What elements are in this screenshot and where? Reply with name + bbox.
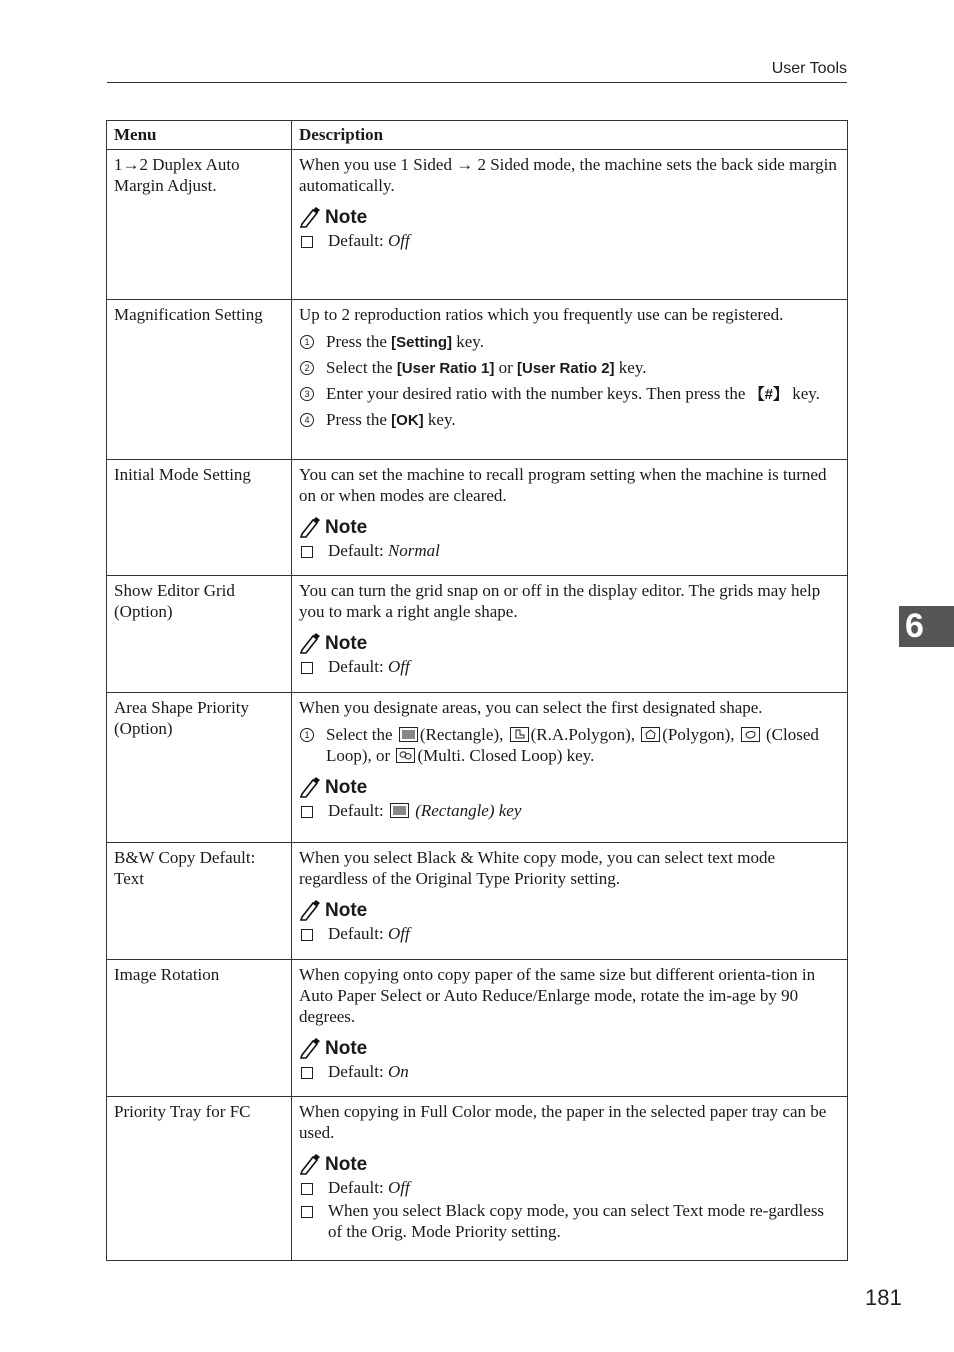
user-ratio-1-key: [User Ratio 1] [396, 360, 495, 377]
column-header-menu: Menu [107, 121, 292, 150]
pencil-note-icon [299, 206, 321, 228]
menu-cell: B&W Copy Default: Text [107, 843, 292, 960]
menu-cell: Initial Mode Setting [107, 460, 292, 576]
checkbox-bullet-icon [301, 236, 313, 248]
table-row [107, 960, 848, 1097]
table-row [107, 843, 848, 960]
header-rule [107, 82, 847, 83]
step-number-4: 4 [300, 413, 314, 427]
step-item: 3 Enter your desired ratio with the number keys. Then press the 【#】 key. [299, 383, 840, 405]
menu-cell: Priority Tray for FC [107, 1097, 292, 1261]
table-row [107, 576, 848, 693]
hash-key: 【#】 [749, 386, 788, 403]
description-text: Up to 2 reproduction ratios which you frequently use can be registered. [299, 305, 784, 324]
description-text: You can turn the grid snap on or off in the display editor. The grids may help you to mark a right angle shape. [299, 581, 821, 621]
menu-cell: Magnification Setting [107, 300, 292, 460]
page-number: 181 [865, 1285, 902, 1310]
note-heading: Note [299, 1153, 840, 1175]
description-cell [292, 693, 848, 843]
default-value: Normal [387, 541, 440, 560]
note-heading: Note [299, 516, 840, 538]
note-item: Default: Normal [299, 540, 840, 561]
description-cell [292, 576, 848, 693]
user-ratio-2-key: [User Ratio 2] [517, 360, 615, 377]
menu-cell: 1→2 Duplex Auto Margin Adjust. [107, 150, 292, 300]
chapter-tab: 6 [899, 606, 954, 647]
note-heading: Note [299, 206, 840, 228]
note-item: Default: Off [299, 230, 840, 251]
table-row [107, 150, 848, 300]
pencil-note-icon [299, 1153, 321, 1175]
default-value: Off [387, 657, 410, 676]
note-item: Default: Off [299, 1177, 840, 1198]
column-header-description: Description [292, 121, 848, 150]
note-item: Default: (Rectangle) key [299, 800, 840, 821]
note-item: Default: Off [299, 656, 840, 677]
pencil-note-icon [299, 632, 321, 654]
checkbox-bullet-icon [301, 1183, 313, 1195]
table-row [107, 460, 848, 576]
setting-key: [Setting] [391, 334, 452, 351]
step-number-1: 1 [300, 335, 314, 349]
description-text: When copying onto copy paper of the same size but different orienta-tion in Auto Paper Select or Auto Reduce/Enlarge mode, rotate the im-age by 90 degrees. [299, 965, 816, 1026]
note-item: Default: On [299, 1061, 840, 1082]
checkbox-bullet-icon [301, 662, 313, 674]
description-text: When you select Black & White copy mode, you can select text mode regardless of the Original Type Priority setting. [299, 848, 776, 888]
checkbox-bullet-icon [301, 1067, 313, 1079]
running-header-title: User Tools [771, 60, 847, 77]
menu-cell: Show Editor Grid (Option) [107, 576, 292, 693]
closed-loop-icon [741, 727, 760, 742]
table-row [107, 1097, 848, 1261]
pencil-note-icon [299, 899, 321, 921]
step-item: 1 Select the (Rectangle), (R.A.Polygon), (Polygon), (Closed Loop), or (Multi. Closed Loop) key. [299, 724, 840, 766]
note-item: When you select Black copy mode, you can select Text mode re-gardless of the Orig. Mode Priority setting. [299, 1200, 840, 1242]
menu-cell: Image Rotation [107, 960, 292, 1097]
default-value: Off [387, 231, 410, 250]
rectangle-icon [390, 803, 409, 818]
note-heading: Note [299, 899, 840, 921]
note-heading: Note [299, 1037, 840, 1059]
default-value: Off [387, 1178, 410, 1197]
table-header-row [107, 121, 848, 150]
step-item: 2 Select the [User Ratio 1] or [User Ratio 2] key. [299, 357, 840, 379]
default-value: (Rectangle) key [415, 801, 522, 820]
default-value: Off [387, 924, 410, 943]
description-cell [292, 300, 848, 460]
ok-key: [OK] [391, 412, 424, 429]
checkbox-bullet-icon [301, 546, 313, 558]
checkbox-bullet-icon [301, 806, 313, 818]
checkbox-bullet-icon [301, 929, 313, 941]
description-text: When you designate areas, you can select the first designated shape. [299, 698, 763, 717]
description-text: When copying in Full Color mode, the paper in the selected paper tray can be used. [299, 1102, 827, 1142]
step-number-1: 1 [300, 728, 314, 742]
settings-table [106, 120, 848, 1261]
description-cell [292, 460, 848, 576]
menu-cell: Area Shape Priority (Option) [107, 693, 292, 843]
polygon-icon [641, 727, 660, 742]
step-number-2: 2 [300, 361, 314, 375]
note-heading: Note [299, 776, 840, 798]
description-cell [292, 150, 848, 300]
description-cell [292, 960, 848, 1097]
table-row [107, 300, 848, 460]
default-value: On [387, 1062, 409, 1081]
multi-closed-loop-icon [396, 748, 415, 763]
pencil-note-icon [299, 1037, 321, 1059]
step-number-3: 3 [300, 387, 314, 401]
pencil-note-icon [299, 776, 321, 798]
note-item: Default: Off [299, 923, 840, 944]
step-item: 1 Press the [Setting] key. [299, 331, 840, 353]
ra-polygon-icon [510, 727, 529, 742]
pencil-note-icon [299, 516, 321, 538]
rectangle-icon [399, 727, 418, 742]
note-heading: Note [299, 632, 840, 654]
checkbox-bullet-icon [301, 1206, 313, 1218]
description-cell [292, 1097, 848, 1261]
description-text: You can set the machine to recall program setting when the machine is turned on or when modes are cleared. [299, 465, 827, 505]
description-text: When you use 1 Sided → 2 Sided mode, the machine sets the back side margin automatically. [299, 155, 837, 195]
table-row [107, 693, 848, 843]
description-cell [292, 843, 848, 960]
step-item: 4 Press the [OK] key. [299, 409, 840, 431]
